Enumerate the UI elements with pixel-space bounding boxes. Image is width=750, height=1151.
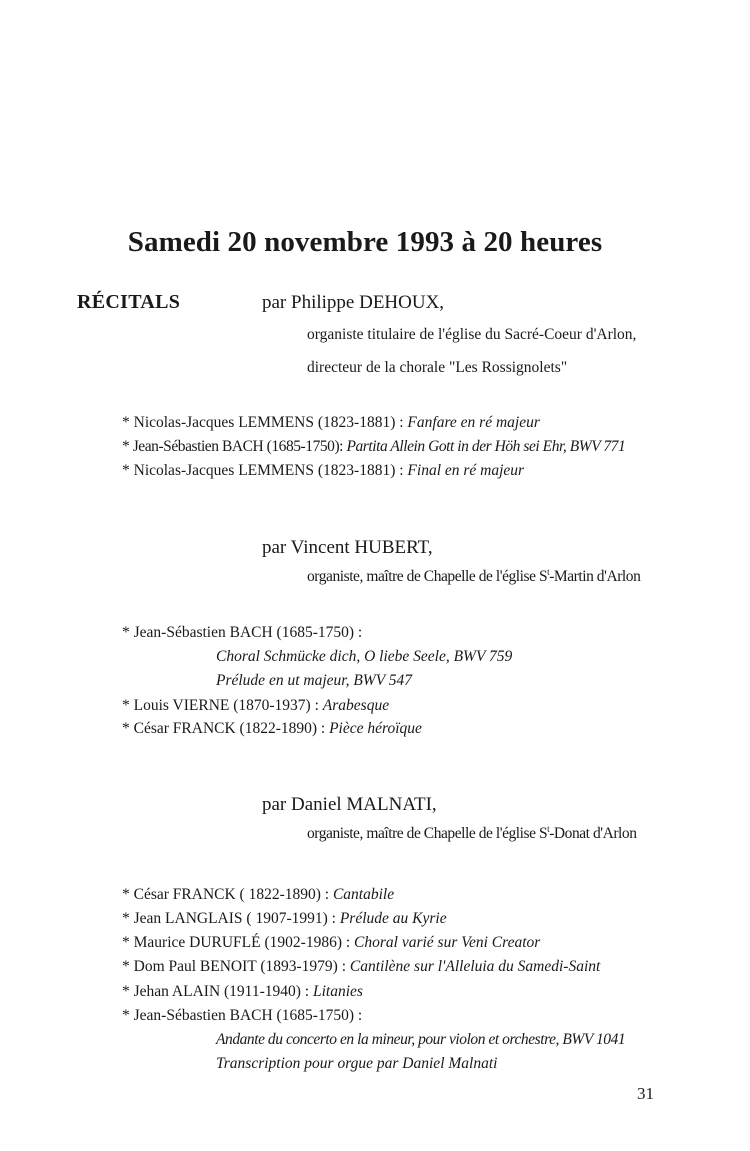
composer: * César FRANCK ( 1822-1890) : <box>122 886 333 903</box>
program-item <box>122 697 389 715</box>
composer: * Louis VIERNE (1870-1937) : <box>122 697 323 714</box>
composer: * Jean-Sébastien BACH (1685-1750): <box>122 438 347 455</box>
program-item <box>122 934 540 952</box>
performer-role: organiste, maître de Chapelle de l'église $S^t$-Donat d'Arlon <box>307 823 637 842</box>
program-item <box>122 1007 362 1025</box>
work-title: Partita Allein Gott in der Höh sei Ehr, BWV 771 <box>346 438 626 455</box>
composer: * Dom Paul BENOIT (1893-1979) : <box>122 958 350 975</box>
performer-role: organiste, maître de Chapelle de l'église $S^t$-Martin d'Arlon <box>307 566 641 585</box>
performer-role: organiste titulaire de l'église du Sacré-Coeur d'Arlon, <box>307 326 637 343</box>
composer: * Maurice DURUFLÉ (1902-1986) : <box>122 934 355 951</box>
sub-work: Prélude en ut majeur, BWV 547 <box>216 672 413 689</box>
program-item <box>122 983 363 1001</box>
program-item <box>122 910 447 928</box>
work-title: Arabesque <box>322 697 390 714</box>
composer: * Jean LANGLAIS ( 1907-1991) : <box>122 910 340 927</box>
program-item <box>122 414 540 432</box>
performer-dehoux: par Philippe DEHOUX, <box>262 292 445 313</box>
program-item <box>122 958 600 976</box>
sub-work: Choral Schmücke dich, O liebe Seele, BWV 759 <box>216 648 513 665</box>
composer: * César FRANCK (1822-1890) : <box>122 720 330 737</box>
composer: * Nicolas-Jacques LEMMENS (1823-1881) : <box>122 462 408 479</box>
work-title: Choral varié sur Veni Creator <box>354 934 541 951</box>
work-title: Prélude au Kyrie <box>339 910 447 927</box>
section-label: RÉCITALS <box>77 291 181 313</box>
performer-malnati: par Daniel MALNATI, <box>262 794 437 815</box>
work-title: Cantilène sur l'Alleluia du Samedi-Saint <box>349 958 601 975</box>
page-number: 31 <box>637 1084 654 1103</box>
work-title: Final en ré majeur <box>407 462 525 479</box>
program-item <box>122 438 625 456</box>
program-item <box>122 886 394 904</box>
program-item <box>122 720 422 738</box>
work-title: Pièce héroïque <box>329 720 422 737</box>
composer: * Jean-Sébastien BACH (1685-1750) : <box>122 1007 363 1024</box>
composer: * Jehan ALAIN (1911-1940) : <box>122 983 313 1000</box>
performer-hubert: par Vincent HUBERT, <box>262 537 433 558</box>
sub-work: Andante du concerto en la mineur, pour violon et orchestre, BWV 1041 <box>216 1031 626 1048</box>
composer: * Jean-Sébastien BACH (1685-1750) : <box>122 624 363 641</box>
page-title: Samedi 20 novembre 1993 à 20 heures <box>127 226 603 258</box>
composer: * Nicolas-Jacques LEMMENS (1823-1881) : <box>122 414 408 431</box>
work-title: Fanfare en ré majeur <box>407 414 540 431</box>
work-title: Cantabile <box>332 886 395 903</box>
program-item <box>122 624 362 642</box>
program-item <box>122 462 524 480</box>
sub-work: Transcription pour orgue par Daniel Malnati <box>216 1055 498 1072</box>
performer-role: directeur de la chorale "Les Rossignolets" <box>307 359 568 376</box>
work-title: Litanies <box>313 983 363 1000</box>
